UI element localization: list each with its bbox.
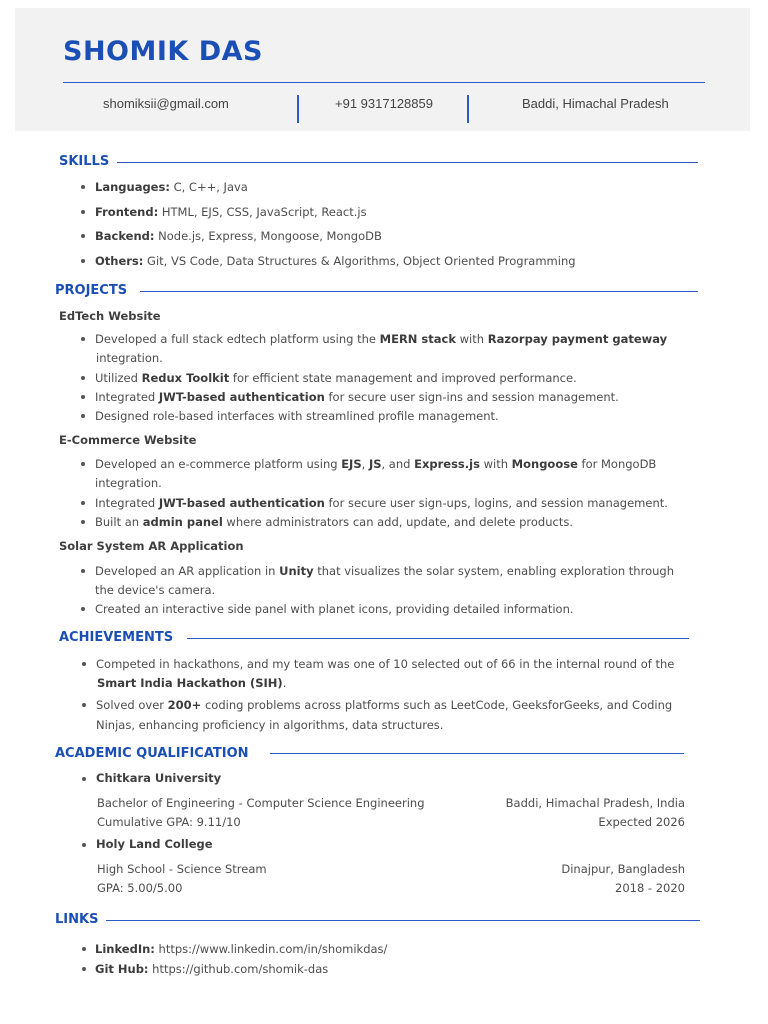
achievements-heading: ACHIEVEMENTS [59, 630, 174, 645]
bullet [82, 947, 86, 951]
project-bullet: Built an admin panel where administrators can add, update, and delete products. [95, 515, 573, 529]
project-bullet-continuation: the device's camera. [95, 583, 216, 597]
project-bullet-continuation: integration. [96, 351, 163, 365]
linkedin-link[interactable]: LinkedIn: https://www.linkedin.com/in/shomikdas/ [95, 942, 388, 956]
skill-item: Languages: C, C++, Java [95, 180, 248, 194]
project-bullet: Integrated JWT-based authentication for secure user sign-ins and session management. [95, 390, 619, 404]
project-bullet: Created an interactive side panel with planet icons, providing detailed information. [95, 602, 574, 616]
project-bullet: Developed an AR application in Unity that visualizes the solar system, enabling exploration through [95, 564, 674, 578]
bullet [81, 607, 85, 611]
section-divider [140, 291, 698, 292]
grade-text: GPA: 5.00/5.00 [97, 881, 183, 895]
achievement-item-continuation: Ninjas, enhancing proficiency in algorithms, data structures. [96, 718, 444, 732]
location-text: Baddi, Himachal Pradesh [522, 96, 669, 111]
bullet [81, 395, 85, 399]
section-divider [106, 920, 700, 921]
skills-heading: SKILLS [59, 154, 110, 169]
project-bullet: Developed an e-commerce platform using EJS, JS, and Express.js with Mongoose for MongoDB [95, 457, 657, 471]
bullet [81, 520, 85, 524]
bullet [81, 234, 85, 238]
contact-separator [467, 95, 469, 123]
header-divider [63, 82, 705, 83]
bullet [82, 662, 86, 666]
bullet [81, 569, 85, 573]
school-name: Chitkara University [96, 771, 222, 785]
project-title: Solar System AR Application [59, 539, 244, 553]
candidate-name: SHOMIK DAS [63, 36, 263, 67]
bullet [82, 703, 86, 707]
email-text[interactable]: shomiksii@gmail.com [103, 96, 229, 111]
degree-text: Bachelor of Engineering - Computer Science Engineering [97, 796, 425, 810]
github-link[interactable]: Git Hub: https://github.com/shomik-das [95, 962, 329, 976]
bullet [81, 462, 85, 466]
bullet [81, 337, 85, 341]
project-title: E-Commerce Website [59, 433, 197, 447]
bullet [81, 376, 85, 380]
project-bullet: Developed a full stack edtech platform using the MERN stack with Razorpay payment gateway [95, 332, 668, 346]
section-divider [270, 753, 684, 754]
bullet [82, 777, 86, 781]
project-title: EdTech Website [59, 309, 161, 323]
school-name: Holy Land College [96, 837, 213, 851]
grade-text: Cumulative GPA: 9.11/10 [97, 815, 241, 829]
bullet [81, 501, 85, 505]
contact-separator [297, 95, 299, 123]
date-text: 2018 - 2020 [615, 881, 685, 895]
project-bullet: Designed role-based interfaces with streamlined profile management. [95, 409, 499, 423]
projects-heading: PROJECTS [55, 283, 128, 298]
project-bullet-continuation: integration. [95, 476, 162, 490]
bullet [81, 185, 85, 189]
bullet [81, 259, 85, 263]
bullet [81, 210, 85, 214]
project-bullet: Integrated JWT-based authentication for secure user sign-ups, logins, and session management. [95, 496, 668, 510]
project-bullet: Utilized Redux Toolkit for efficient state management and improved performance. [95, 371, 577, 385]
school-location: Baddi, Himachal Pradesh, India [505, 796, 685, 810]
skill-item: Backend: Node.js, Express, Mongoose, MongoDB [95, 229, 382, 243]
section-divider [117, 162, 698, 163]
section-divider [187, 638, 689, 639]
achievement-item: Competed in hackathons, and my team was one of 10 selected out of 66 in the internal round of the [96, 657, 675, 671]
skill-item: Frontend: HTML, EJS, CSS, JavaScript, React.js [95, 205, 367, 219]
date-text: Expected 2026 [598, 815, 685, 829]
bullet [82, 843, 86, 847]
academic-heading: ACADEMIC QUALIFICATION [55, 746, 249, 761]
school-location: Dinajpur, Bangladesh [561, 862, 685, 876]
header-band [15, 8, 750, 131]
achievement-item: Solved over 200+ coding problems across platforms such as LeetCode, GeeksforGeeks, and Coding [96, 698, 673, 712]
skill-item: Others: Git, VS Code, Data Structures & Algorithms, Object Oriented Programming [95, 254, 576, 268]
bullet [82, 967, 86, 971]
phone-text[interactable]: +91 9317128859 [335, 96, 433, 111]
links-heading: LINKS [55, 912, 99, 927]
achievement-item-continuation: Smart India Hackathon (SIH). [97, 676, 287, 690]
degree-text: High School - Science Stream [97, 862, 267, 876]
bullet [81, 414, 85, 418]
